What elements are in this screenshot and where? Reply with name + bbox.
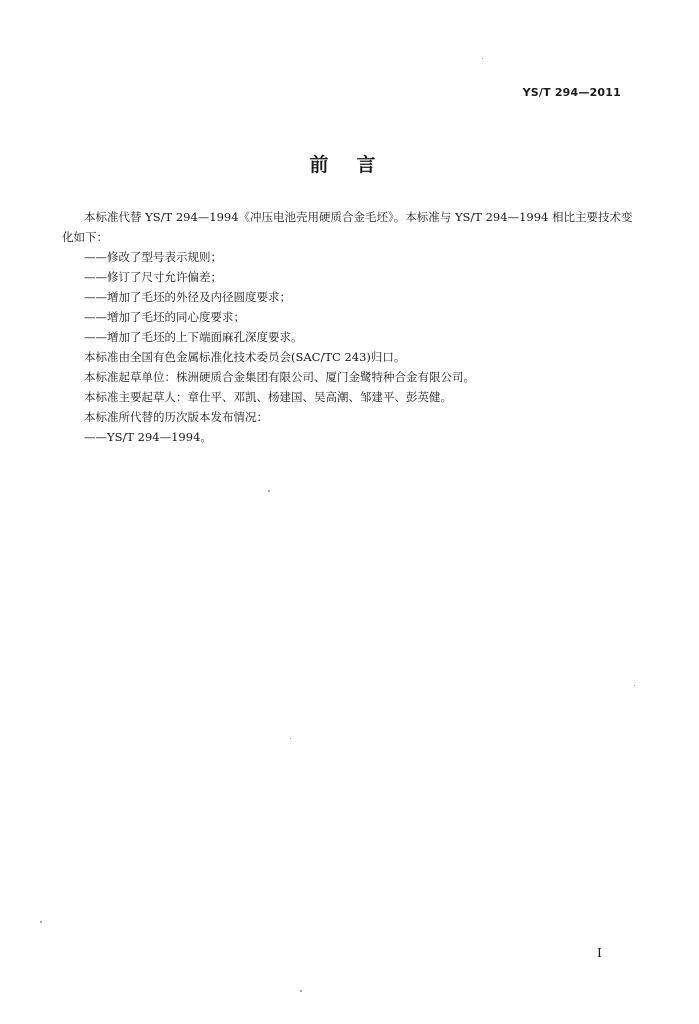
scan-speck [268,490,270,492]
standard-code: YS/T 294—2011 [522,86,621,99]
change-item: ——增加了毛坯的外径及内径圆度要求； [84,290,291,304]
scan-speck [634,685,635,686]
scan-speck [300,990,302,992]
scan-speck [40,921,42,923]
change-item: ——增加了毛坯的同心度要求； [84,310,245,324]
version-history-heading: 本标准所代替的历次版本发布情况： [84,410,268,424]
change-item: ——修订了尺寸允许偏差； [84,270,222,284]
intro-paragraph: 本标准代替 YS/T 294—1994《冲压电池壳用硬质合金毛坯》。本标准与 YS/T 294—1994 相比主要技术变化如下： [62,210,633,244]
responsible-committee: 本标准由全国有色金属标准化技术委员会(SAC/TC 243)归口。 [84,350,406,364]
foreword-content [62,207,640,447]
page-title: 前言 [309,154,404,176]
change-item: ——修改了型号表示规则； [84,250,222,264]
history-item: ——YS/T 294—1994。 [84,430,212,444]
change-item: ——增加了毛坯的上下端面麻孔深度要求。 [84,330,303,344]
scan-speck [290,738,291,739]
main-drafters: 本标准主要起草人：章仕平、邓凯、杨建国、吴高潮、邹建平、彭英健。 [84,390,452,404]
page-number: I [597,946,602,960]
drafting-units: 本标准起草单位：株洲硬质合金集团有限公司、厦门金鹭特种合金有限公司。 [84,370,475,384]
scan-speck [482,58,483,59]
